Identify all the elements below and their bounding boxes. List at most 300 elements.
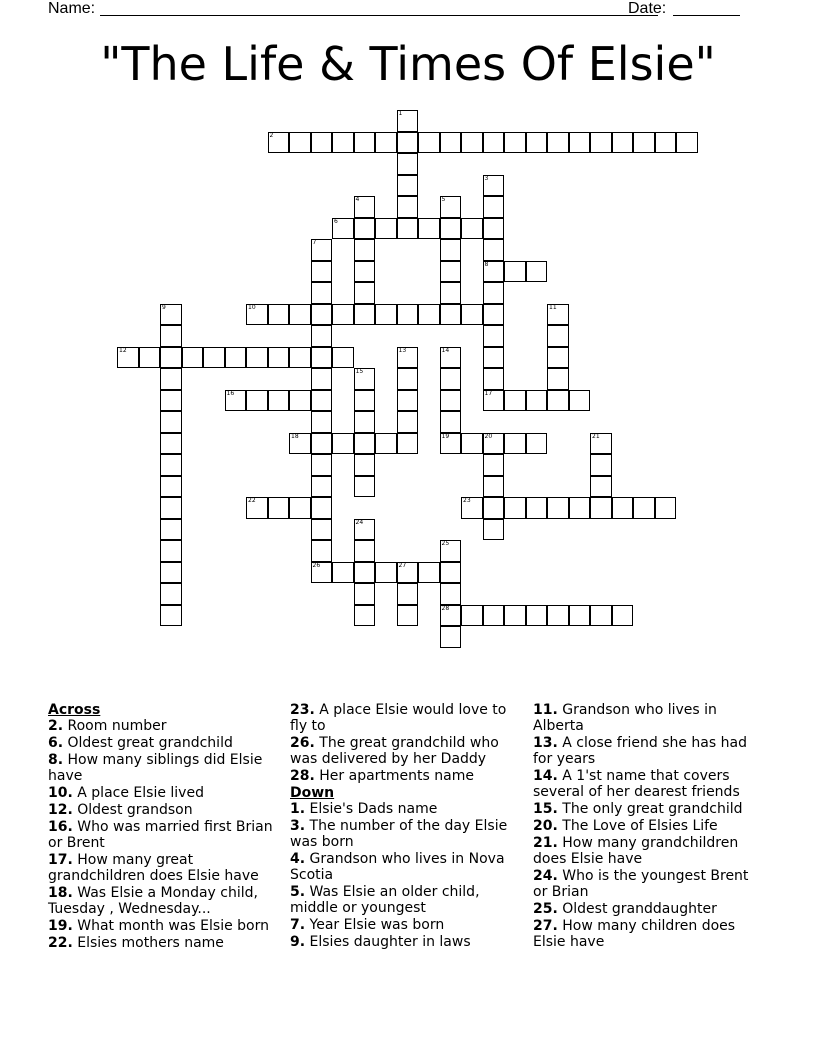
clue-text: The only great grandchild [562,801,743,817]
clue-text: Grandson who lives in Nova Scotia [290,851,505,883]
grid-cell[interactable] [590,605,612,627]
grid-cell[interactable] [461,433,483,455]
clue-num: 19. [48,918,73,934]
grid-cell[interactable] [590,132,612,154]
clue-number: 8 [484,260,489,268]
grid-cell[interactable] [569,390,591,412]
clue-item [290,934,522,950]
grid-cell[interactable] [268,390,290,412]
grid-cell[interactable] [547,132,569,154]
clue-text: The great grandchild who was delivered by her Daddy [290,735,499,767]
clue-text: Room number [67,718,167,734]
clue-item [290,917,522,933]
grid-cell[interactable] [397,153,419,175]
clue-num: 9. [290,934,306,950]
grid-cell[interactable] [440,261,462,283]
grid-cell[interactable] [354,368,376,390]
grid-cell[interactable] [547,325,569,347]
grid-cell[interactable] [311,304,333,326]
clue-heading: Down [290,785,335,801]
grid-cell[interactable] [526,261,548,283]
clue-item [48,852,278,884]
clue-text: How many siblings did Elsie have [48,752,263,784]
clue-number: 6 [334,217,338,225]
clue-text: Elsies mothers name [77,935,224,951]
grid-cell[interactable] [117,347,139,369]
clue-item [533,702,763,734]
clue-number: 3 [484,174,489,182]
grid-cell[interactable] [375,132,397,154]
clue-text: Was Elsie a Monday child, Tuesday , Wednesday... [48,885,258,917]
grid-cell[interactable] [311,325,333,347]
clue-num: 3. [290,818,306,834]
grid-cell[interactable] [483,196,505,218]
clue-item [48,819,278,851]
grid-cell[interactable] [354,519,376,541]
grid-cell[interactable] [483,325,505,347]
clue-text: Who is the youngest Brent or Brian [533,868,749,900]
clue-num: 23. [290,702,315,718]
grid-cell[interactable] [418,132,440,154]
clue-item [48,885,278,917]
grid-cell[interactable] [504,605,526,627]
grid-cell[interactable] [246,304,268,326]
clue-number: 7 [312,239,317,246]
grid-cell[interactable] [225,390,247,412]
grid-cell[interactable] [612,497,634,519]
grid-cell[interactable] [547,347,569,369]
grid-cell[interactable] [203,347,225,369]
grid-cell[interactable] [569,132,591,154]
grid-cell[interactable] [440,196,462,218]
name-label: Name: [48,0,96,17]
clue-item [533,801,763,817]
grid-cell[interactable] [547,497,569,519]
grid-cell[interactable] [440,411,462,433]
grid-cell[interactable] [440,239,462,261]
clue-text: Oldest great grandchild [67,735,233,751]
clue-number: 17 [484,389,493,397]
grid-cell[interactable] [655,497,677,519]
grid-cell[interactable] [311,497,333,519]
grid-cell[interactable] [504,132,526,154]
grid-cell[interactable] [354,562,376,584]
grid-cell[interactable] [547,368,569,390]
clue-num: 6. [48,735,64,751]
grid-cell[interactable] [246,390,268,412]
grid-cell[interactable] [526,497,548,519]
grid-cell[interactable] [440,347,462,369]
grid-cell[interactable] [332,347,354,369]
grid-cell[interactable] [547,304,569,326]
grid-cell[interactable] [311,132,333,154]
grid-cell[interactable] [354,605,376,627]
grid-cell[interactable] [397,196,419,218]
grid-cell[interactable] [397,218,419,240]
grid-cell[interactable] [547,605,569,627]
clue-num: 1. [290,801,306,817]
grid-cell[interactable] [311,540,333,562]
grid-cell[interactable] [590,476,612,498]
grid-cell[interactable] [160,605,182,627]
clue-number: 4 [355,196,360,203]
clue-item [290,851,522,883]
clue-number: 27 [398,561,407,569]
grid-cell[interactable] [633,497,655,519]
clue-num: 10. [48,785,73,801]
grid-cell[interactable] [160,433,182,455]
grid-cell[interactable] [160,325,182,347]
clue-num: 17. [48,852,73,868]
grid-cell[interactable] [289,433,311,455]
grid-cell[interactable] [676,132,698,154]
grid-cell[interactable] [375,562,397,584]
grid-cell[interactable] [440,562,462,584]
clue-text: Oldest granddaughter [562,901,717,917]
grid-cell[interactable] [569,605,591,627]
clue-num: 4. [290,851,306,867]
grid-cell[interactable] [354,282,376,304]
clue-num: 14. [533,768,558,784]
grid-cell[interactable] [461,132,483,154]
grid-cell[interactable] [354,411,376,433]
grid-cell[interactable] [160,476,182,498]
clue-item [290,801,522,817]
grid-cell[interactable] [354,390,376,412]
grid-cell[interactable] [504,433,526,455]
grid-cell[interactable] [311,454,333,476]
grid-cell[interactable] [332,132,354,154]
clue-text: What month was Elsie born [77,918,269,934]
clue-num: 18. [48,885,73,901]
grid-cell[interactable] [483,519,505,541]
grid-cell[interactable] [590,433,612,455]
grid-cell[interactable] [182,347,204,369]
clue-item [533,768,763,800]
grid-cell[interactable] [311,368,333,390]
clue-text: Her apartments name [319,768,474,784]
grid-cell[interactable] [332,562,354,584]
grid-cell[interactable] [440,583,462,605]
clue-number: 12 [119,346,127,354]
grid-cell[interactable] [311,261,333,283]
clue-num: 24. [533,868,558,884]
grid-cell[interactable] [418,304,440,326]
clue-number: 1 [398,110,403,117]
clue-num: 25. [533,901,558,917]
grid-cell[interactable] [483,282,505,304]
clue-number: 24 [355,518,364,526]
grid-cell[interactable] [504,390,526,412]
grid-cell[interactable] [440,304,462,326]
clue-item [48,802,278,818]
clue-text: Grandson who lives in Alberta [533,702,717,734]
clue-text: The number of the day Elsie was born [290,818,508,850]
grid-cell[interactable] [375,218,397,240]
grid-cell[interactable] [311,239,333,261]
grid-cell[interactable] [461,304,483,326]
clues-column-3 [533,702,763,951]
grid-cell[interactable] [397,347,419,369]
clue-item [533,901,763,917]
grid-cell[interactable] [311,390,333,412]
grid-cell[interactable] [633,132,655,154]
clue-text: A 1'st name that covers several of her dearest friends [533,768,740,800]
grid-cell[interactable] [397,433,419,455]
grid-cell[interactable] [354,261,376,283]
clue-number: 23 [463,497,471,504]
grid-cell[interactable] [612,605,634,627]
clue-text: Was Elsie an older child, middle or youngest [290,884,480,916]
grid-cell[interactable] [504,497,526,519]
clue-text: Who was married first Brian or Brent [48,819,273,851]
grid-cell[interactable] [483,368,505,390]
clue-item [48,918,278,934]
grid-cell[interactable] [483,218,505,240]
grid-cell[interactable] [332,304,354,326]
clue-item [533,818,763,834]
grid-cell[interactable] [483,239,505,261]
grid-cell[interactable] [160,347,182,369]
grid-cell[interactable] [311,347,333,369]
clue-num: 15. [533,801,558,817]
grid-cell[interactable] [483,605,505,627]
clue-item [48,718,278,734]
grid-cell[interactable] [655,132,677,154]
grid-cell[interactable] [483,433,505,455]
grid-cell[interactable] [440,368,462,390]
grid-cell[interactable] [397,390,419,412]
grid-cell[interactable] [332,218,354,240]
grid-cell[interactable] [397,132,419,154]
clue-number: 26 [312,561,321,569]
grid-cell[interactable] [590,497,612,519]
grid-cell[interactable] [483,261,505,283]
grid-cell[interactable] [160,454,182,476]
clue-number: 16 [226,389,235,397]
clue-text: A place Elsie lived [77,785,204,801]
clue-heading: Across [48,702,101,718]
clue-num: 28. [290,768,315,784]
grid-cell[interactable] [332,433,354,455]
page-title: "The Life & Times Of Elsie" [100,37,716,91]
grid-cell[interactable] [397,605,419,627]
grid-cell[interactable] [311,433,333,455]
grid-cell[interactable] [268,347,290,369]
clue-number: 19 [441,432,450,440]
clue-number: 9 [162,303,166,311]
clue-item [48,935,278,951]
grid-cell[interactable] [268,304,290,326]
grid-cell[interactable] [311,562,333,584]
clue-text: A close friend she has had for years [533,735,747,767]
grid-cell[interactable] [397,368,419,390]
grid-cell[interactable] [526,433,548,455]
grid-cell[interactable] [590,454,612,476]
grid-cell[interactable] [160,304,182,326]
grid-cell[interactable] [311,282,333,304]
grid-cell[interactable] [311,411,333,433]
grid-cell[interactable] [311,519,333,541]
clue-item [533,918,763,950]
grid-cell[interactable] [139,347,161,369]
grid-cell[interactable] [397,175,419,197]
clue-num: 20. [533,818,558,834]
clue-item [290,884,522,916]
grid-cell[interactable] [440,218,462,240]
grid-cell[interactable] [354,218,376,240]
clues-column-1 [48,702,278,952]
grid-cell[interactable] [354,583,376,605]
clue-item [290,702,522,734]
grid-cell[interactable] [440,390,462,412]
clue-number: 22 [248,497,256,504]
clue-num: 26. [290,735,315,751]
clue-number: 20 [484,432,493,440]
clue-item [48,735,278,751]
grid-cell[interactable] [397,562,419,584]
grid-cell[interactable] [483,347,505,369]
grid-cell[interactable] [160,411,182,433]
grid-cell[interactable] [354,454,376,476]
clue-num: 12. [48,802,73,818]
grid-cell[interactable] [289,497,311,519]
clue-item [48,752,278,784]
grid-cell[interactable] [354,433,376,455]
clue-text: Oldest grandson [77,802,193,818]
grid-cell[interactable] [354,540,376,562]
grid-cell[interactable] [397,304,419,326]
grid-cell[interactable] [160,497,182,519]
clue-num: 13. [533,735,558,751]
date-label: Date: [628,0,667,17]
clue-num: 7. [290,917,306,933]
grid-cell[interactable] [311,476,333,498]
grid-cell[interactable] [461,605,483,627]
grid-cell[interactable] [526,390,548,412]
grid-cell[interactable] [483,497,505,519]
clue-text: How many children does Elsie have [533,918,736,950]
clue-text: A place Elsie would love to fly to [290,702,507,734]
clue-number: 5 [441,196,446,203]
grid-cell[interactable] [160,519,182,541]
grid-cell[interactable] [440,132,462,154]
clue-number: 28 [441,604,450,612]
grid-cell[interactable] [483,454,505,476]
grid-cell[interactable] [526,605,548,627]
grid-cell[interactable] [440,433,462,455]
grid-cell[interactable] [483,132,505,154]
grid-cell[interactable] [526,132,548,154]
clue-num: 21. [533,835,558,851]
clue-text: Year Elsie was born [309,917,445,933]
clue-number: 2 [269,131,274,139]
grid-cell[interactable] [375,304,397,326]
grid-cell[interactable] [612,132,634,154]
grid-cell[interactable] [354,196,376,218]
clue-text: The Love of Elsies Life [562,818,718,834]
clue-item [533,735,763,767]
grid-cell[interactable] [440,540,462,562]
grid-cell[interactable] [246,497,268,519]
clue-number: 14 [441,346,450,354]
clue-number: 11 [549,303,557,311]
grid-cell[interactable] [354,132,376,154]
grid-cell[interactable] [483,476,505,498]
grid-cell[interactable] [461,497,483,519]
clue-num: 8. [48,752,64,768]
grid-cell[interactable] [160,540,182,562]
grid-cell[interactable] [354,476,376,498]
grid-cell[interactable] [440,282,462,304]
grid-cell[interactable] [289,347,311,369]
clue-num: 27. [533,918,558,934]
clue-text: Elsie's Dads name [309,801,438,817]
grid-cell[interactable] [354,304,376,326]
clue-text: Elsies daughter in laws [309,934,471,950]
clue-number: 13 [398,346,407,354]
clue-num: 22. [48,935,73,951]
grid-cell[interactable] [483,390,505,412]
grid-cell[interactable] [569,497,591,519]
clue-text: How many grandchildren does Elsie have [533,835,739,867]
clue-num: 11. [533,702,558,718]
grid-cell[interactable] [418,562,440,584]
grid-cell[interactable] [418,218,440,240]
grid-cell[interactable] [547,390,569,412]
clue-number: 21 [592,432,600,440]
grid-cell[interactable] [160,368,182,390]
clue-text: How many great grandchildren does Elsie have [48,852,259,884]
clue-item [533,868,763,900]
clue-num: 5. [290,884,306,900]
clue-number: 18 [291,432,299,440]
clues-column-2 [290,702,522,951]
grid-cell[interactable] [397,110,419,132]
clue-number: 10 [248,303,256,311]
clue-num: 2. [48,718,64,734]
grid-cell[interactable] [160,562,182,584]
grid-cell[interactable] [375,433,397,455]
grid-cell[interactable] [160,583,182,605]
grid-cell[interactable] [461,218,483,240]
grid-cell[interactable] [483,175,505,197]
grid-cell[interactable] [483,304,505,326]
grid-cell[interactable] [268,132,290,154]
grid-cell[interactable] [289,132,311,154]
grid-cell[interactable] [160,390,182,412]
clue-item [290,818,522,850]
grid-cell[interactable] [397,411,419,433]
clue-item [533,835,763,867]
grid-cell[interactable] [289,304,311,326]
grid-cell[interactable] [246,347,268,369]
clue-item [290,768,522,784]
clue-number: 15 [355,368,364,375]
clue-item [290,735,522,767]
clue-num: 16. [48,819,73,835]
grid-cell[interactable] [268,497,290,519]
grid-cell[interactable] [440,605,462,627]
grid-cell[interactable] [397,583,419,605]
clue-number: 25 [441,540,450,547]
grid-cell[interactable] [440,626,462,648]
grid-cell[interactable] [225,347,247,369]
clue-item [48,785,278,801]
grid-cell[interactable] [504,261,526,283]
grid-cell[interactable] [354,239,376,261]
grid-cell[interactable] [289,390,311,412]
